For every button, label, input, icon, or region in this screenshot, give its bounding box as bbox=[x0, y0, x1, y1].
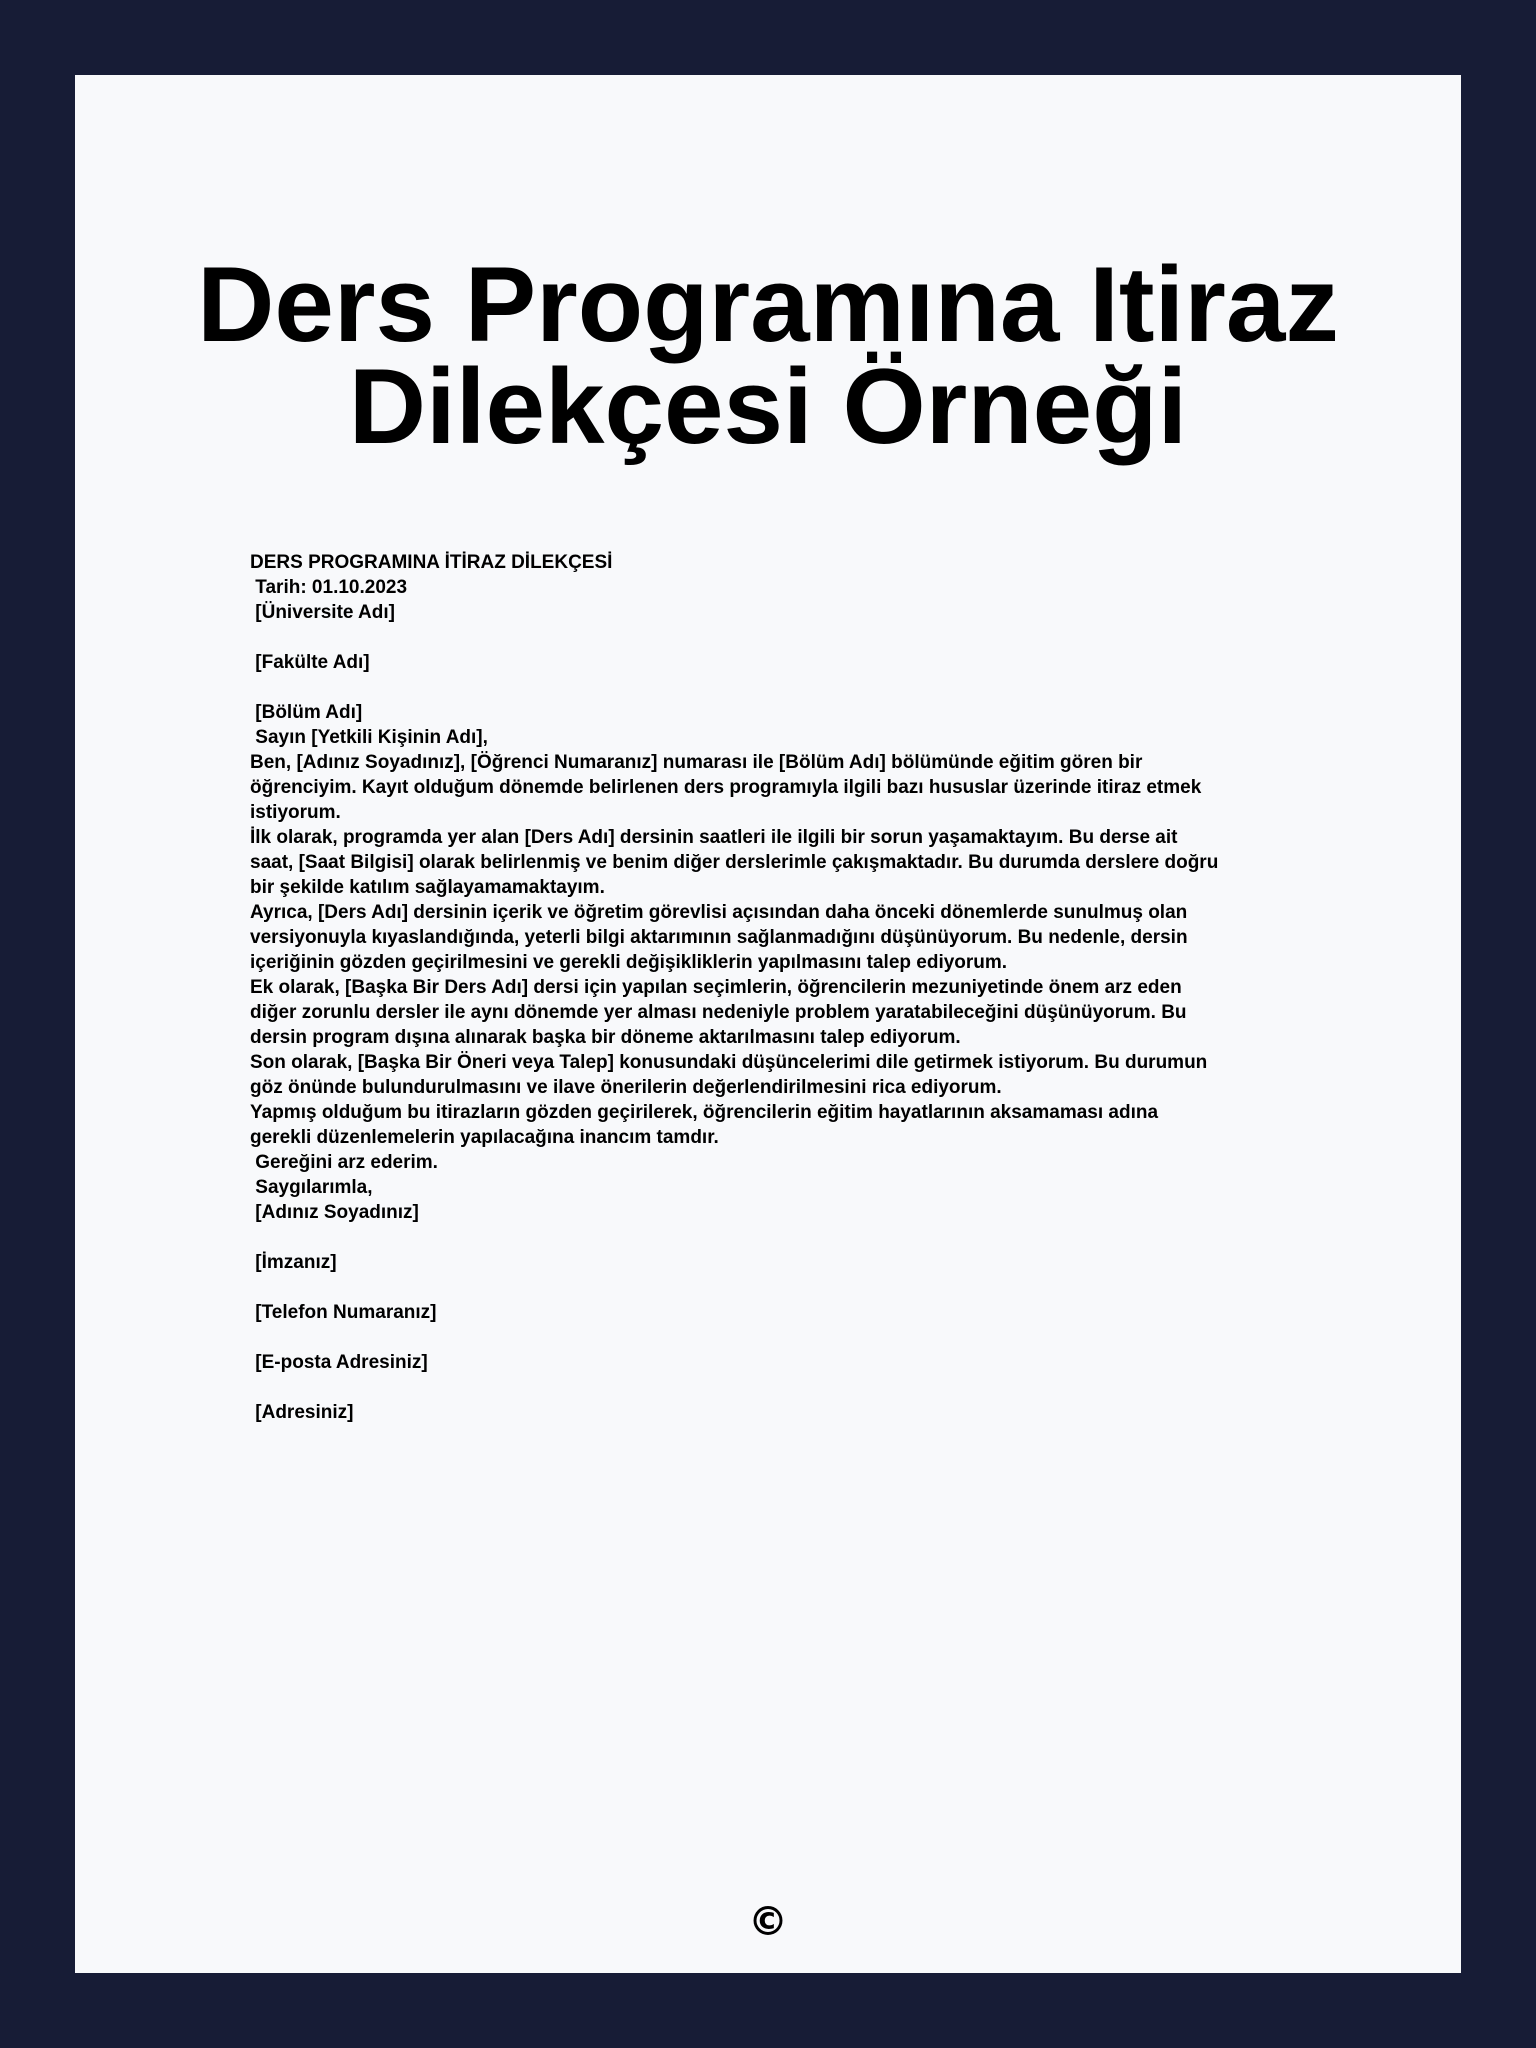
sender-phone: [Telefon Numaranız] bbox=[250, 1302, 437, 1323]
sender-address: [Adresiniz] bbox=[250, 1402, 354, 1423]
paragraph-line: Ben, [Adınız Soyadınız], [Öğrenci Numaranız] numarası ile [Bölüm Adı] bölümünde eğitim gören bir bbox=[250, 752, 1143, 773]
closing-line: Gereğini arz ederim. bbox=[250, 1152, 438, 1173]
letter-heading: DERS PROGRAMINA İTİRAZ DİLEKÇESİ bbox=[250, 552, 613, 573]
paragraph-line: Ayrıca, [Ders Adı] dersinin içerik ve öğretim görevlisi açısından daha önceki dönemlerde sunulmuş olan bbox=[250, 902, 1188, 923]
department-name: [Bölüm Adı] bbox=[250, 702, 363, 723]
paragraph-line: Ek olarak, [Başka Bir Ders Adı] dersi için yapılan seçimlerin, öğrencilerin mezuniyetinde önem arz eden bbox=[250, 977, 1182, 998]
sender-email: [E-posta Adresiniz] bbox=[250, 1352, 428, 1373]
copyright-icon: © bbox=[748, 1899, 788, 1945]
paragraph-line: göz önünde bulundurulmasını ve ilave önerilerin değerlendirilmesini rica ediyorum. bbox=[250, 1077, 1002, 1098]
paragraph-line: içeriğinin gözden geçirilmesini ve gerekli değişikliklerin yapılmasını talep ediyorum. bbox=[250, 952, 1008, 973]
regards-line: Saygılarımla, bbox=[250, 1177, 373, 1198]
paragraph-line: bir şekilde katılım sağlayamamaktayım. bbox=[250, 877, 605, 898]
salutation: Sayın [Yetkili Kişinin Adı], bbox=[250, 727, 488, 748]
paragraph-line: istiyorum. bbox=[250, 802, 341, 823]
paragraph-line: öğrenciyim. Kayıt olduğum dönemde belirlenen ders programıyla ilgili bazı hususlar üzerinde itiraz etmek bbox=[250, 777, 1202, 798]
paragraph-line: Yapmış olduğum bu itirazların gözden geçirilerek, öğrencilerin eğitim hayatlarının aksamaması adına bbox=[250, 1102, 1159, 1123]
paragraph-line: versiyonuyla kıyaslandığında, yeterli bilgi aktarımının sağlanmadığını düşünüyorum. Bu nedenle, dersin bbox=[250, 927, 1188, 948]
blank-line bbox=[250, 625, 1290, 650]
page-title-line-1: Ders Programına Itiraz bbox=[197, 244, 1339, 364]
paragraph-line: saat, [Saat Bilgisi] olarak belirlenmiş ve benim diğer derslerimle çakışmaktadır. Bu durumda derslere doğru bbox=[250, 852, 1219, 873]
faculty-name: [Fakülte Adı] bbox=[250, 652, 370, 673]
paragraph-line: gerekli düzenlemelerin yapılacağına inancım tamdır. bbox=[250, 1127, 719, 1148]
blank-line bbox=[250, 1275, 1290, 1300]
university-name: [Üniversite Adı] bbox=[250, 602, 395, 623]
paragraph-line: diğer zorunlu dersler ile aynı dönemde yer alması nedeniyle problem yaratabileceğini düşünüyorum. Bu bbox=[250, 1002, 1187, 1023]
blank-line bbox=[250, 1375, 1290, 1400]
blank-line bbox=[250, 1325, 1290, 1350]
page-title-line-2: Dilekçesi Örneği bbox=[348, 346, 1188, 466]
paragraph-line: İlk olarak, programda yer alan [Ders Adı] dersinin saatleri ile ilgili bir sorun yaşamaktayım. Bu derse ait bbox=[250, 827, 1178, 848]
letter-date: Tarih: 01.10.2023 bbox=[250, 577, 408, 598]
sender-signature: [İmzanız] bbox=[250, 1252, 337, 1273]
paragraph-line: Son olarak, [Başka Bir Öneri veya Talep] konusundaki düşüncelerimi dile getirmek istiyorum. Bu durumun bbox=[250, 1052, 1208, 1073]
paragraph-line: dersin program dışına alınarak başka bir döneme aktarılmasını talep ediyorum. bbox=[250, 1027, 961, 1048]
document-page bbox=[75, 75, 1461, 1973]
sender-name: [Adınız Soyadınız] bbox=[250, 1202, 419, 1223]
page-title bbox=[75, 244, 1461, 466]
letter-body bbox=[250, 550, 1290, 1425]
blank-line bbox=[250, 675, 1290, 700]
blank-line bbox=[250, 1225, 1290, 1250]
